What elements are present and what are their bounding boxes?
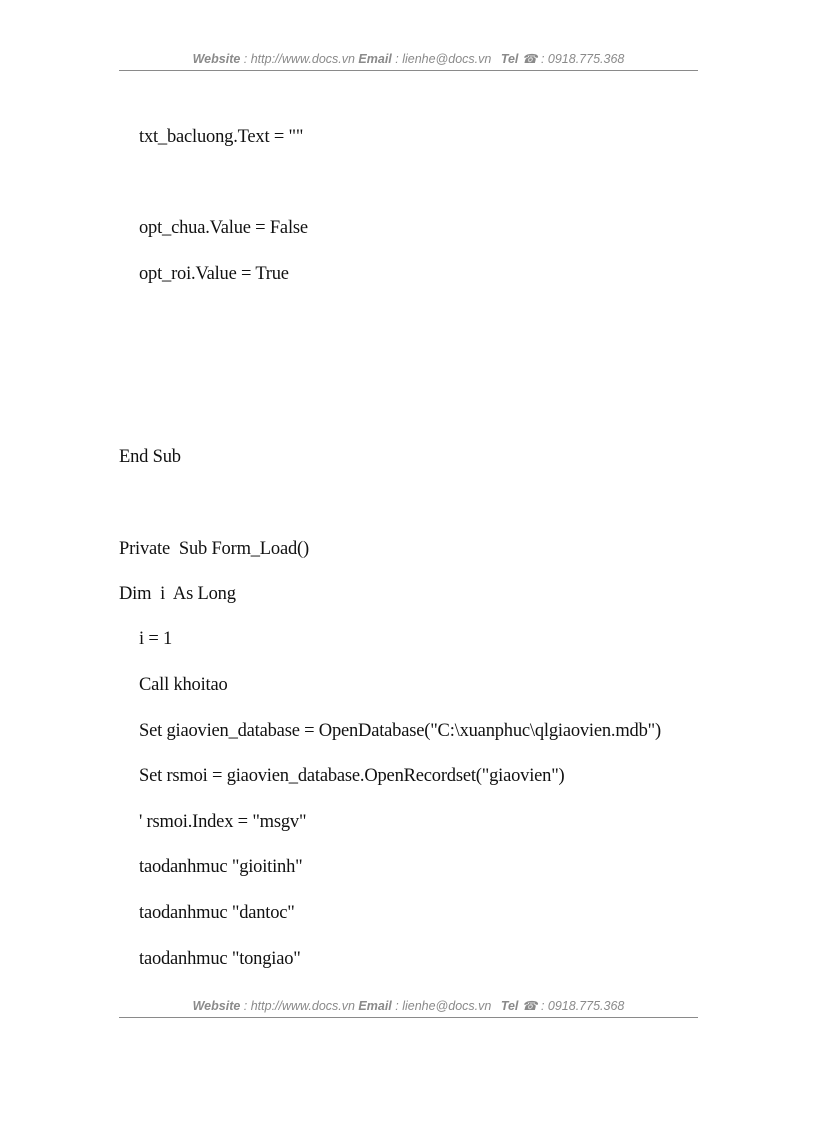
footer-tel-label: Tel: [500, 999, 519, 1013]
code-line: txt_bacluong.Text = "": [139, 127, 304, 147]
header-website-value: : http://www.docs.vn: [240, 52, 359, 66]
code-line: Set rsmoi = giaovien_database.OpenRecordset("giaovien"): [139, 766, 565, 786]
code-line: ' rsmoi.Index = "msgv": [139, 812, 307, 832]
code-line: opt_roi.Value = True: [139, 264, 289, 284]
code-line: Call khoitao: [139, 675, 228, 695]
page-footer: [119, 998, 698, 1013]
header-email-value: : lienhe@docs.vn: [391, 52, 495, 66]
footer-website-value: : http://www.docs.vn: [240, 999, 359, 1013]
footer-tel-value: : 0918.775.368: [537, 999, 625, 1013]
page-header: [119, 51, 698, 66]
code-line: End Sub: [119, 447, 181, 467]
header-email-label: Email: [358, 52, 392, 66]
code-line: Set giaovien_database = OpenDatabase("C:\xuanphuc\qlgiaovien.mdb"): [139, 721, 661, 741]
header-tel-label: Tel: [500, 52, 519, 66]
code-line: taodanhmuc "gioitinh": [139, 857, 303, 877]
footer-email-label: Email: [358, 999, 392, 1013]
phone-icon: ☎: [521, 52, 538, 66]
code-line: opt_chua.Value = False: [139, 218, 308, 238]
code-line: Dim i As Long: [119, 584, 236, 604]
code-line: Private Sub Form_Load(): [119, 539, 309, 559]
header-divider: [119, 70, 698, 71]
code-line: taodanhmuc "tongiao": [139, 949, 301, 969]
header-tel-value: : 0918.775.368: [537, 52, 625, 66]
header-website-label: Website: [192, 52, 241, 66]
code-line: taodanhmuc "dantoc": [139, 903, 295, 923]
code-line: i = 1: [139, 629, 173, 649]
footer-email-value: : lienhe@docs.vn: [391, 999, 495, 1013]
footer-website-label: Website: [192, 999, 241, 1013]
phone-icon: ☎: [521, 999, 538, 1013]
footer-divider: [119, 1017, 698, 1018]
